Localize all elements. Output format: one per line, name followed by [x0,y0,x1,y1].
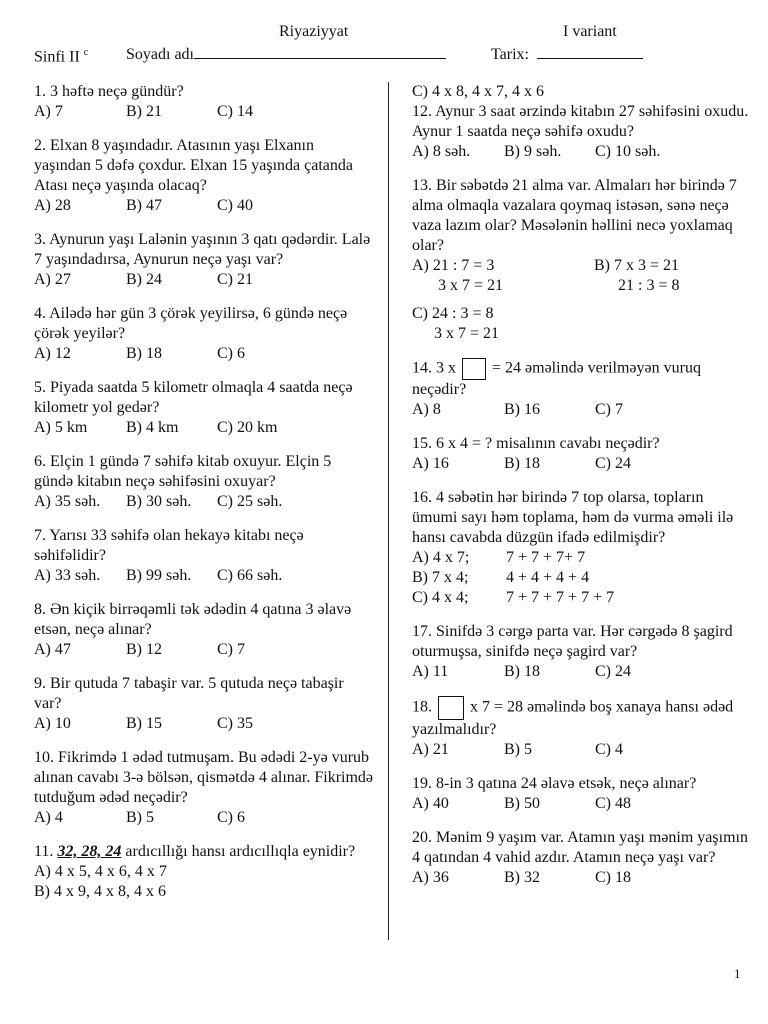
option-c[interactable]: C) 24 : 3 = 8 [412,305,494,322]
option-c[interactable]: C) 6 [217,345,245,362]
answer-options [412,400,752,420]
answer-options [34,270,374,290]
option-c[interactable]: C) 48 [595,795,631,812]
page-number: 1 [734,966,741,981]
option-b[interactable]: B) 18 [504,663,540,680]
answer-options [412,454,752,474]
option-a[interactable]: A) 27 [34,271,71,288]
option-a[interactable]: A) 36 [412,869,449,886]
answer-options [34,566,374,586]
question-text: 20. Mənim 9 yaşım var. Atamın yaşı mənim yaşımın 4 qatından 4 vahid azdır. Atamın neçə yaşı var? [412,829,748,866]
option-a-value: 7 + 7 + 7+ 7 [506,549,586,566]
question-12 [412,102,752,162]
option-a[interactable]: A) 8 [412,401,441,418]
option-b[interactable]: B) 21 [126,103,162,120]
question-19 [412,774,752,814]
option-b[interactable] [412,568,752,588]
sequence-highlight: 32, 28, 24 [57,843,122,860]
question-15 [412,434,752,474]
option-b[interactable]: B) 4 km [126,419,179,436]
option-a[interactable]: A) 8 səh. [412,143,471,160]
left-column [34,82,374,916]
option-b[interactable]: B) 18 [126,345,162,362]
option-b-key: B) 7 x 4; [412,569,469,586]
date-field[interactable] [491,44,643,64]
answer-options [412,740,752,760]
option-b-value: 4 + 4 + 4 + 4 [506,569,590,586]
option-c[interactable]: C) 24 [595,663,631,680]
question-text [412,696,752,740]
question-rest: ardıcıllığı hansı ardıcıllıqla eynidir? [121,843,356,860]
answer-options [412,142,752,162]
question-text: 10. Fikrimdə 1 ədəd tutmuşam. Bu ədədi 2-yə vurub alınan cavabı 3-ə bölsən, qismətdə 4 alınar. Fikrimdə tutduğum ədəd neçədir? [34,749,374,806]
option-c[interactable]: C) 40 [217,197,253,214]
question-10 [34,748,374,828]
option-b[interactable]: B) 9 səh. [504,143,562,160]
option-b[interactable]: B) 7 x 3 = 21 [594,257,680,274]
option-a[interactable]: A) 12 [34,345,71,362]
column-divider [388,82,389,940]
question-13 [412,176,752,344]
option-b[interactable]: B) 12 [126,641,162,658]
option-a[interactable]: A) 5 km [34,419,88,436]
date-label: Tarix: [491,46,529,63]
question-text: 5. Piyada saatda 5 kilometr olmaqla 4 saatda neçə kilometr yol gedər? [34,379,353,416]
answer-options [34,640,374,660]
option-c[interactable]: C) 18 [595,869,631,886]
class-label [34,44,88,66]
option-a[interactable]: A) 40 [412,795,449,812]
option-b[interactable]: B) 32 [504,869,540,886]
option-c[interactable]: C) 35 [217,715,253,732]
name-field[interactable] [126,44,446,64]
option-a[interactable]: A) 16 [412,455,449,472]
answer-options [34,344,374,364]
option-c[interactable]: C) 21 [217,271,253,288]
question-text: 16. 4 səbətin hər birində 7 top olarsa, topların ümumi sayı həm toplama, həm də vurma əməli ilə hansı cavabda düzgün ifadə edilmişdir? [412,489,734,546]
option-a[interactable] [412,548,752,568]
question-18 [412,696,752,760]
date-blank-line[interactable] [537,44,643,59]
answer-options [34,808,374,828]
option-c[interactable]: C) 24 [595,455,631,472]
question-17 [412,622,752,682]
question-text: 6. Elçin 1 gündə 7 səhifə kitab oxuyur. Elçin 5 gündə kitabın neçə səhifəsini oxuyar? [34,453,332,490]
option-a-check: 3 x 7 = 21 [438,277,504,294]
option-b[interactable]: B) 99 səh. [126,567,192,584]
answer-options [412,794,752,814]
option-c[interactable] [412,588,752,608]
answer-options [34,196,374,216]
name-blank-line[interactable] [194,44,446,59]
question-post: = 24 əməlində verilməyən vuruq neçədir? [412,359,701,398]
option-b[interactable]: B) 24 [126,271,162,288]
question-text: 7. Yarısı 33 səhifə olan hekayə kitabı neçə səhifəlidir? [34,527,304,564]
question-5 [34,378,374,438]
question-text: 19. 8-in 3 qatına 24 əlavə etsək, neçə alınar? [412,775,697,792]
option-c-key: C) 4 x 4; [412,589,469,606]
answer-options [34,492,374,512]
question-9 [34,674,374,734]
subject-title: Riyaziyyat [279,23,349,40]
question-pre: 14. 3 x [412,359,456,377]
question-8 [34,600,374,660]
option-b-check: 21 : 3 = 8 [618,277,680,294]
option-b[interactable]: B) 47 [126,197,162,214]
question-text: 12. Aynur 3 saat ərzində kitabın 27 səhifəsini oxudu. Aynur 1 saatda neçə səhifə oxudu? [412,103,749,140]
option-b[interactable]: B) 15 [126,715,162,732]
question-text: 1. 3 həftə neçə gündür? [34,83,184,100]
option-c[interactable]: C) 6 [217,809,245,826]
option-c[interactable]: C) 14 [217,103,253,120]
right-column [412,82,752,902]
option-a[interactable]: A) 7 [34,103,63,120]
question-7 [34,526,374,586]
option-c[interactable]: C) 66 səh. [217,567,283,584]
question-16 [412,488,752,608]
question-14 [412,358,752,420]
option-c-q11[interactable]: C) 4 x 8, 4 x 7, 4 x 6 [412,83,544,100]
question-text: 4. Ailədə hər gün 3 çörək yeyilirsə, 6 gündə neçə çörək yeyilər? [34,305,348,342]
question-11 [34,842,374,902]
option-a[interactable]: A) 21 : 7 = 3 [412,257,495,274]
question-text: 2. Elxan 8 yaşındadır. Atasının yaşı Elxanın yaşından 5 dəfə çoxdur. Elxan 15 yaşında çatanda Atası neçə yaşında olacaq? [34,137,353,194]
answer-options [34,714,374,734]
question-text: 9. Bir qutuda 7 tabaşir var. 5 qutuda neçə tabaşir var? [34,675,344,712]
option-a[interactable]: A) 28 [34,197,71,214]
option-c-check: 3 x 7 = 21 [434,325,500,342]
option-c[interactable]: C) 25 səh. [217,493,283,510]
answer-options [34,418,374,438]
option-b[interactable]: B) 4 x 9, 4 x 8, 4 x 6 [34,883,166,900]
question-pre: 18. [412,698,432,716]
question-text: 17. Sinifdə 3 cərgə parta var. Hər cərgədə 8 şagird oturmuşsa, sinifdə neçə şagird var? [412,623,733,660]
option-b[interactable]: B) 16 [504,401,540,418]
question-20 [412,828,752,888]
option-c[interactable]: C) 7 [595,401,623,418]
answer-row-2 [412,276,752,296]
option-a[interactable]: A) 33 səh. [34,567,101,584]
option-b[interactable]: B) 5 [126,809,154,826]
question-1 [34,82,374,122]
answer-options [34,102,374,122]
option-b[interactable]: B) 50 [504,795,540,812]
option-a[interactable]: A) 47 [34,641,71,658]
option-a-key: A) 4 x 7; [412,549,470,566]
option-a[interactable]: A) 4 [34,809,63,826]
option-b[interactable]: B) 5 [504,741,532,758]
question-text: 8. Ən kiçik birrəqəmli tək ədədin 4 qatına 3 əlavə etsən, neçə alınar? [34,601,352,638]
question-text [412,358,752,400]
option-c[interactable]: C) 7 [217,641,245,658]
question-number: 11. [34,843,54,860]
option-a[interactable]: A) 21 [412,741,449,758]
question-text [34,842,374,862]
option-a[interactable]: A) 4 x 5, 4 x 6, 4 x 7 [34,863,167,880]
question-6 [34,452,374,512]
blank-box[interactable] [462,358,486,380]
name-label: Soyadı adı [126,46,194,63]
blank-box[interactable] [438,696,464,720]
option-c[interactable]: C) 4 [595,741,623,758]
class-mark: c [83,47,89,58]
question-text: 15. 6 x 4 = ? misalının cavabı neçədir? [412,435,660,452]
question-4 [34,304,374,364]
class-text: Sinfi II [34,48,80,66]
option-c[interactable]: C) 10 səh. [595,143,661,160]
option-c-value: 7 + 7 + 7 + 7 + 7 [506,589,615,606]
answer-row-1 [412,256,752,276]
question-3 [34,230,374,290]
option-b[interactable]: B) 30 səh. [126,493,192,510]
option-a[interactable]: A) 11 [412,663,449,680]
option-c[interactable]: C) 20 km [217,419,278,436]
question-post: x 7 = 28 əməlində boş xanaya hansı ədəd yazılmalıdır? [412,698,734,738]
answer-options [412,662,752,682]
variant-label: I variant [563,23,617,40]
option-a[interactable]: A) 10 [34,715,71,732]
question-text: 3. Aynurun yaşı Lalənin yaşının 3 qatı qədərdir. Lalə 7 yaşındadırsa, Aynurun neçə yaşı var? [34,231,371,268]
question-2 [34,136,374,216]
option-b[interactable]: B) 18 [504,455,540,472]
answer-options [412,868,752,888]
question-text: 13. Bir səbətdə 21 alma var. Almaları hər birində 7 alma olmaqla vazalara qoymaq istəsən, sənə neçə vaza lazım olar? Məsələnin həllini necə yoxlamaq olar? [412,177,737,254]
option-a[interactable]: A) 35 səh. [34,493,101,510]
